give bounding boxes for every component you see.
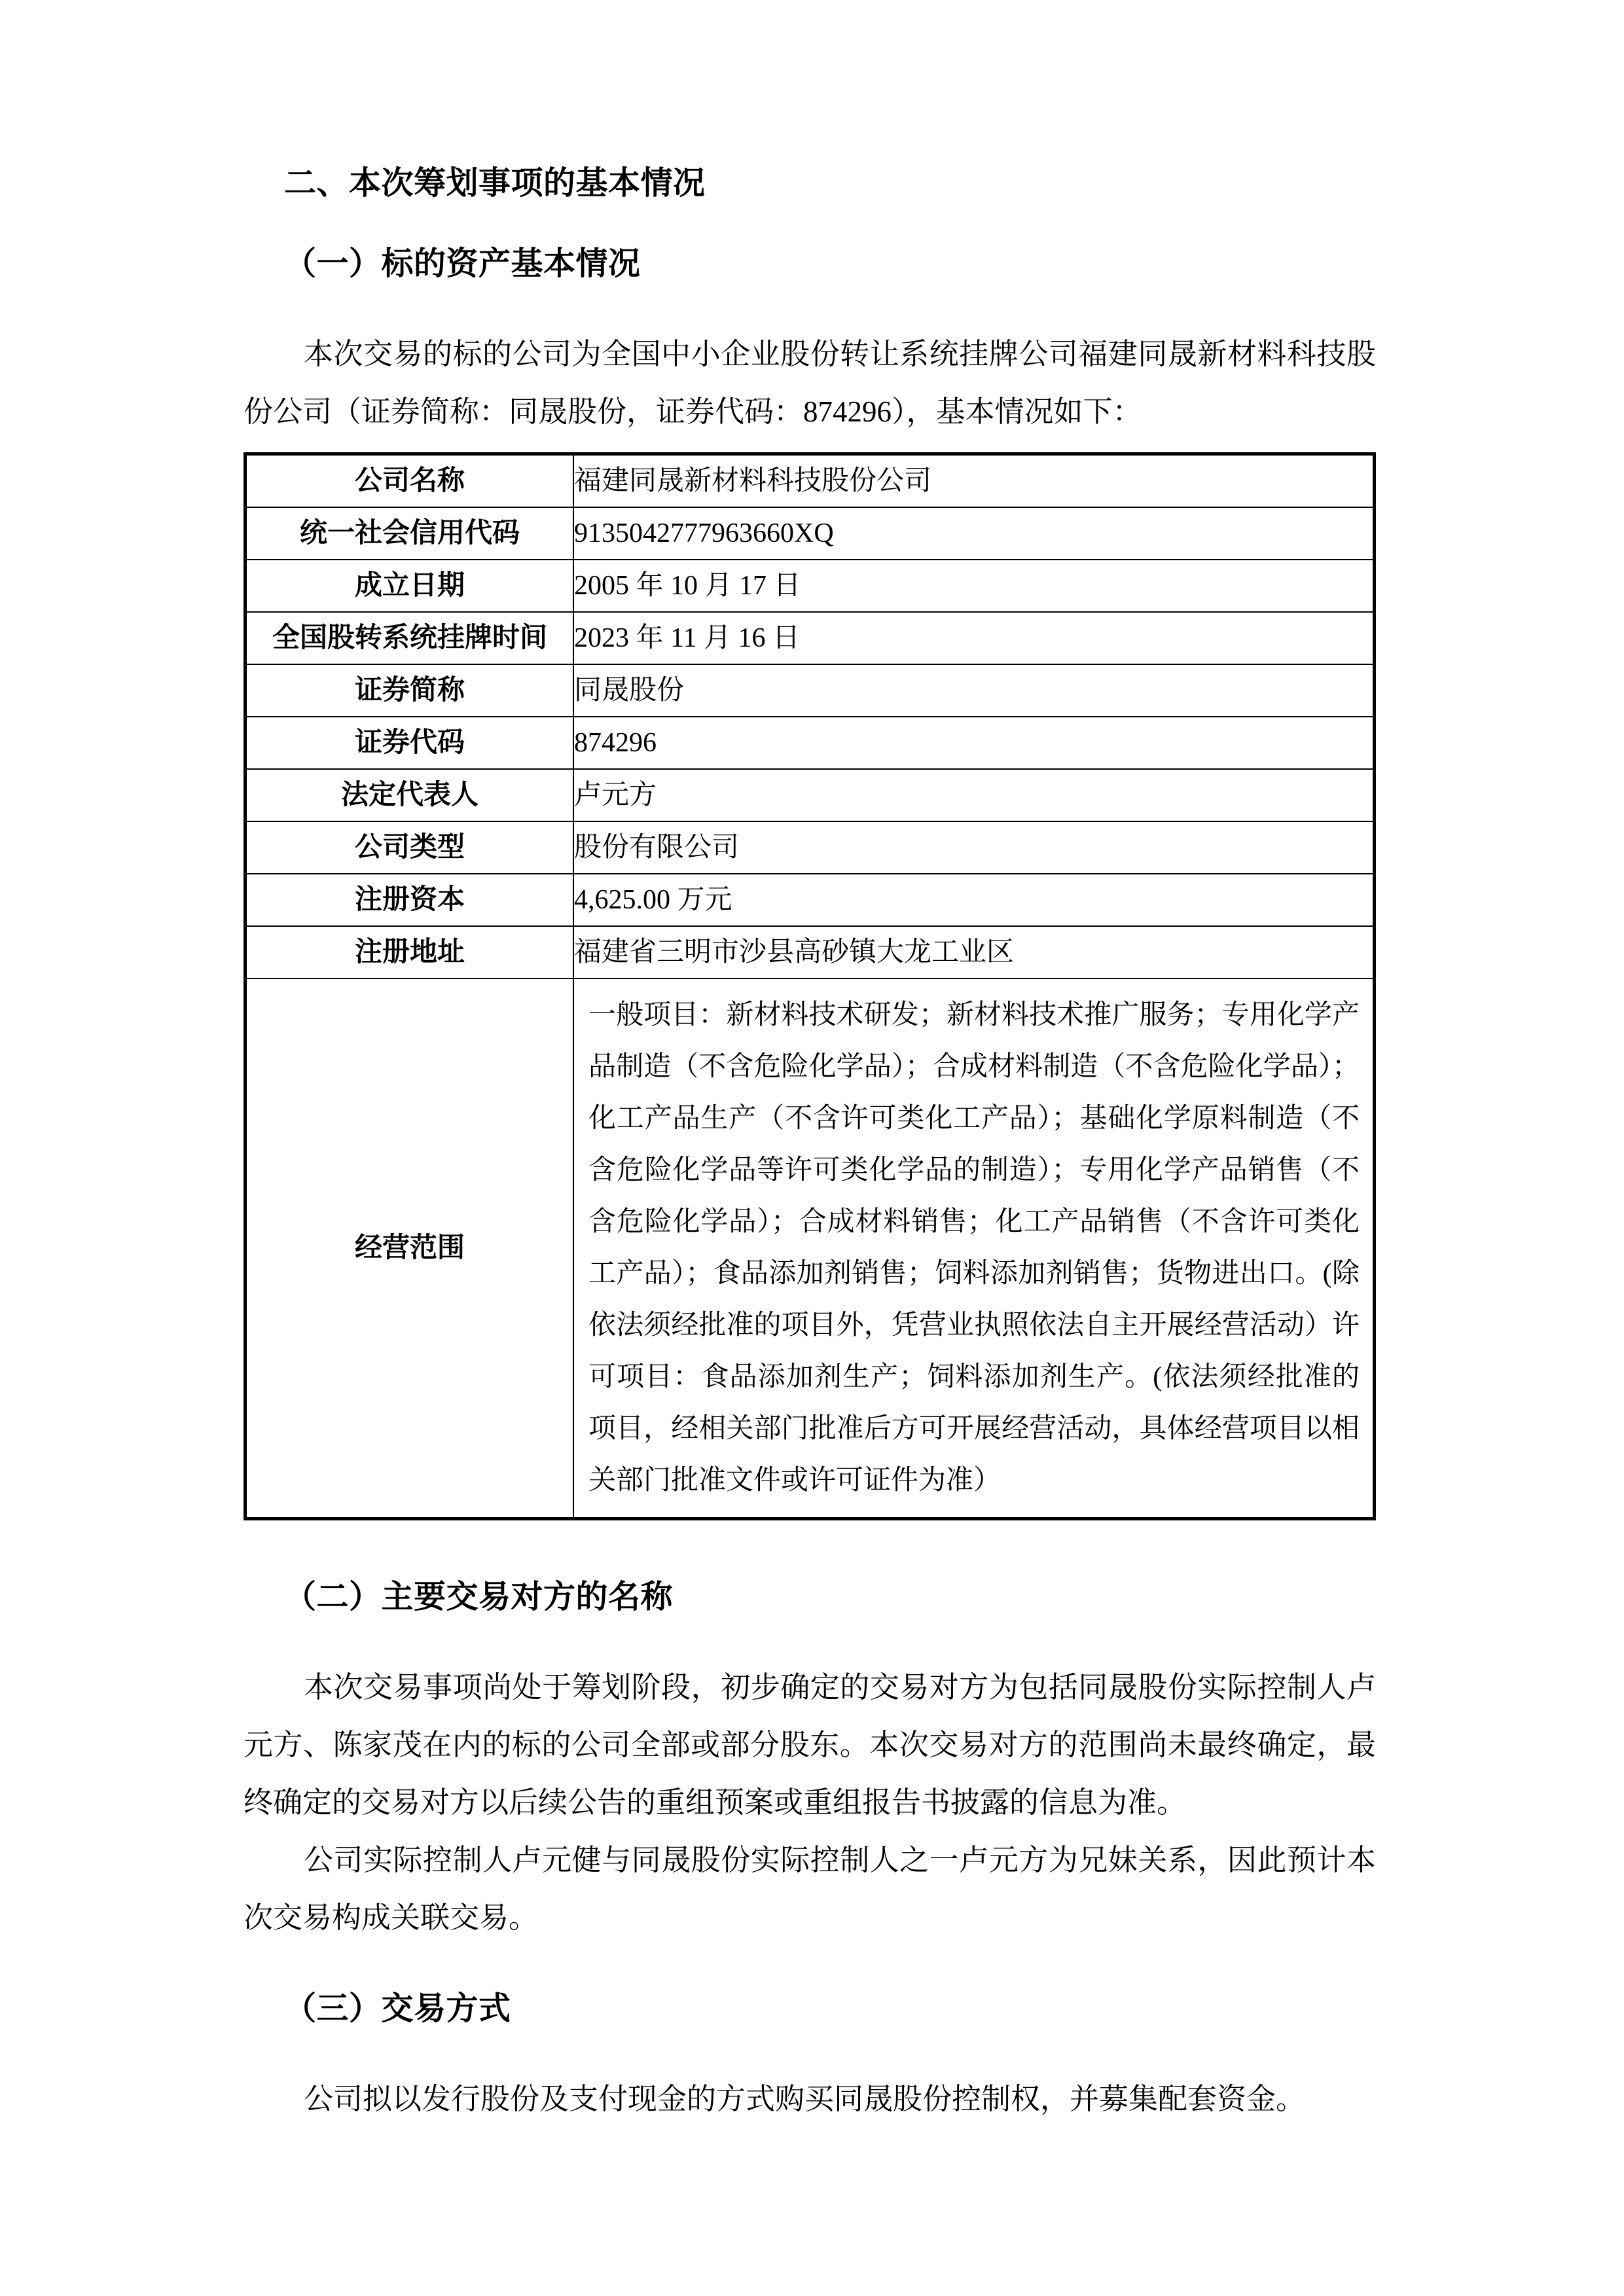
table-row	[245, 507, 1375, 560]
subsection-3-heading: （三）交易方式	[284, 1990, 511, 2026]
subsection-2-paragraph-2: 公司实际控制人卢元健与同晟股份实际控制人之一卢元方为兄妹关系，因此预计本次交易构成关联交易。	[244, 1844, 1376, 1934]
row-label: 证券代码	[245, 717, 574, 769]
table-row-business-scope	[245, 978, 1375, 1519]
page-content	[244, 167, 1376, 2128]
table-row	[245, 769, 1375, 821]
row-value: 2023 年 11 月 16 日	[573, 612, 1375, 664]
row-value: 股份有限公司	[573, 821, 1375, 874]
subsection-1-intro-paragraph: 本次交易的标的公司为全国中小企业股份转让系统挂牌公司福建同晟新材料科技股份公司（证券简称：同晟股份，证券代码：874296），基本情况如下：	[244, 338, 1376, 428]
row-label: 公司名称	[245, 454, 574, 508]
spacer	[244, 199, 1376, 247]
spacer	[244, 440, 1376, 452]
row-value: 9135042777963660XQ	[573, 507, 1375, 560]
subsection-2-paragraph-1: 本次交易事项尚处于筹划阶段，初步确定的交易对方为包括同晟股份实际控制人卢元方、陈家茂在内的标的公司全部或部分股东。本次交易对方的范围尚未最终确定，最终确定的交易对方以后续公告的重组预案或重组报告书披露的信息为准。	[244, 1671, 1376, 1819]
row-label: 统一社会信用代码	[245, 507, 574, 560]
row-value: 一般项目：新材料技术研发；新材料技术推广服务；专用化学产品制造（不含危险化学品）；合成材料制造（不含危险化学品）；化工产品生产（不含许可类化工产品）；基础化学原料制造（不含危险化学品等许可类化学品的制造）；专用化学产品销售（不含危险化学品）；合成材料销售；化工产品销售（不含许可类化工产品）；食品添加剂销售；饲料添加剂销售；货物进出口。(除依法须经批准的项目外，凭营业执照依法自主开展经营活动）许可项目：食品添加剂生产；饲料添加剂生产。(依法须经批准的项目，经相关部门批准后方可开展经营活动，具体经营项目以相关部门批准文件或许可证件为准）	[573, 978, 1375, 1519]
table-row	[245, 612, 1375, 664]
table-row	[245, 874, 1375, 926]
section-heading: 二、本次筹划事项的基本情况	[284, 165, 706, 201]
spacer	[244, 1613, 1376, 1659]
row-value: 福建同晟新材料科技股份公司	[573, 454, 1375, 508]
row-label: 证券简称	[245, 664, 574, 717]
row-value: 874296	[573, 717, 1375, 769]
row-label: 公司类型	[245, 821, 574, 874]
spacer	[244, 2024, 1376, 2070]
table-row	[245, 454, 1375, 508]
row-value: 福建省三明市沙县高砂镇大龙工业区	[573, 926, 1375, 978]
spacer	[244, 279, 1376, 325]
row-label: 注册资本	[245, 874, 574, 926]
row-value: 卢元方	[573, 769, 1375, 821]
subsection-3-paragraph-1: 公司拟以发行股份及支付现金的方式购买同晟股份控制权，并募集配套资金。	[304, 2083, 1306, 2115]
row-label: 法定代表人	[245, 769, 574, 821]
table-row	[245, 717, 1375, 769]
row-label: 经营范围	[245, 978, 574, 1519]
row-value: 同晟股份	[573, 664, 1375, 717]
subsection-2-heading: （二）主要交易对方的名称	[284, 1579, 674, 1615]
row-value: 2005 年 10 月 17 日	[573, 560, 1375, 612]
table-row	[245, 560, 1375, 612]
subsection-1-heading: （一）标的资产基本情况	[284, 245, 641, 281]
row-value: 4,625.00 万元	[573, 874, 1375, 926]
row-label: 注册地址	[245, 926, 574, 978]
spacer	[244, 1520, 1376, 1581]
spacer	[244, 1946, 1376, 1992]
company-info-table	[244, 452, 1376, 1520]
table-row	[245, 926, 1375, 978]
row-label: 全国股转系统挂牌时间	[245, 612, 574, 664]
table-row	[245, 821, 1375, 874]
row-label: 成立日期	[245, 560, 574, 612]
table-row	[245, 664, 1375, 717]
